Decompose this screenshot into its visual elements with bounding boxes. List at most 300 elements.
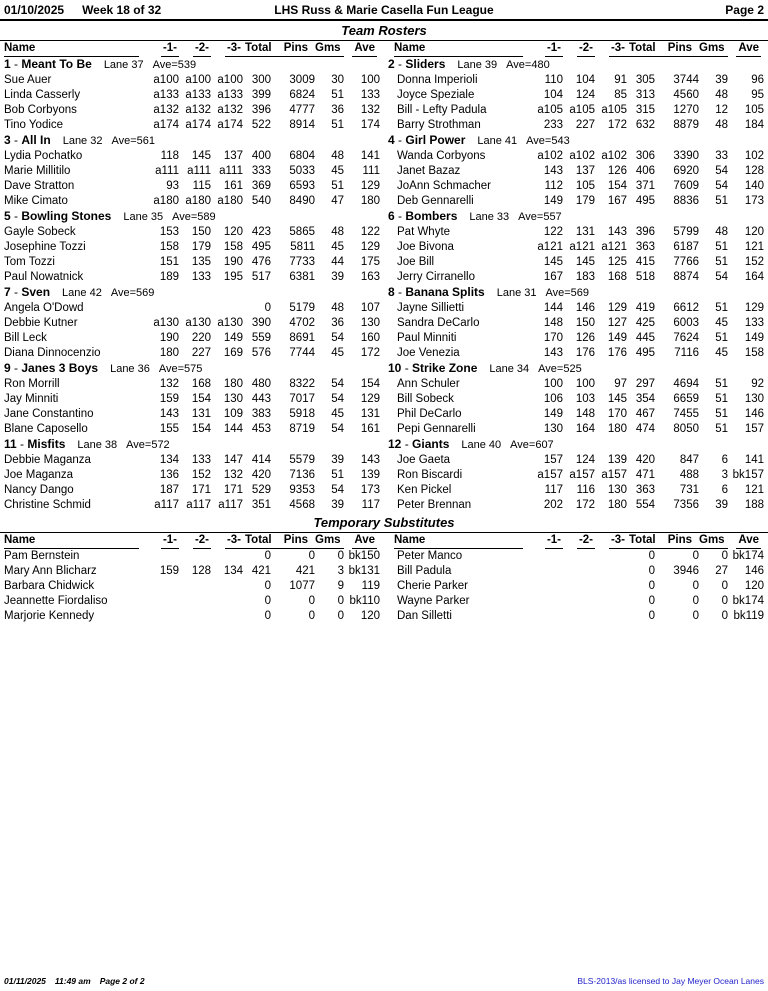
total-pins: 7116: [674, 347, 699, 359]
player-name: Jeannette Fiordaliso: [4, 595, 108, 607]
roster-columns: [0, 41, 768, 513]
game-3-score: 85: [614, 89, 627, 101]
player-name: Mary Ann Blicharz: [4, 565, 97, 577]
game-1-score: 151: [159, 256, 179, 268]
game-2-score: [179, 609, 211, 624]
footer-page-of: Page 2 of 2: [99, 976, 145, 986]
player-row: [4, 103, 380, 118]
game-1-score: a130: [153, 317, 179, 329]
series-total: 396: [251, 104, 271, 116]
game-1-score: 136: [159, 469, 179, 481]
team-name: Sven: [21, 285, 51, 299]
game-2-score: 104: [575, 74, 595, 86]
games-played: 51: [715, 241, 728, 253]
player-name: Marie Millitilo: [4, 165, 71, 177]
player-name: Phil DeCarlo: [397, 408, 462, 420]
series-total: 0: [264, 302, 271, 314]
games-played: 45: [331, 347, 344, 359]
game-1-score: a102: [537, 150, 563, 162]
series-total: 420: [251, 469, 271, 481]
game-2-score: 126: [575, 332, 595, 344]
team-separator: -: [10, 57, 22, 71]
total-pins: 8490: [289, 195, 315, 207]
game-3-score: [595, 549, 627, 564]
total-pins: 7136: [289, 469, 315, 481]
average: 102: [744, 150, 764, 162]
player-row: [4, 194, 380, 209]
team-header: [4, 133, 380, 149]
column-header-game1: -1-: [531, 41, 563, 57]
team-number: 7: [4, 285, 11, 299]
game-3-score: 149: [223, 332, 243, 344]
league-title: LHS Russ & Marie Casella Fun League: [274, 3, 494, 17]
game-2-score: a130: [185, 317, 211, 329]
game-3-score: a111: [219, 165, 243, 177]
player-name: Cherie Parker: [397, 580, 468, 592]
player-name: Joyce Speziale: [397, 89, 475, 101]
game-3-score: 147: [223, 454, 243, 466]
average: 163: [360, 271, 380, 283]
team-header: [388, 437, 764, 453]
games-played: 54: [715, 271, 728, 283]
game-3-score: 144: [223, 423, 243, 435]
roster-column-right: [384, 41, 768, 513]
game-1-score: 202: [543, 499, 563, 511]
total-pins: 0: [308, 595, 315, 607]
average: 160: [360, 332, 380, 344]
game-3-score: 97: [614, 378, 627, 390]
series-total: 419: [635, 302, 655, 314]
team-header: [388, 57, 764, 73]
game-3-score: [211, 594, 243, 609]
games-played: 0: [337, 550, 344, 562]
team-lane: Lane 42: [62, 287, 102, 299]
game-3-score: 127: [607, 317, 627, 329]
series-total: 383: [251, 408, 271, 420]
average: 130: [744, 393, 764, 405]
series-total: 559: [251, 332, 271, 344]
average: 105: [744, 104, 764, 116]
games-played: 0: [337, 610, 344, 622]
game-2-score: [563, 594, 595, 609]
game-3-score: [595, 594, 627, 609]
games-played: 48: [331, 226, 344, 238]
column-header-ave: Ave: [728, 41, 764, 57]
player-name: Debbie Kutner: [4, 317, 78, 329]
game-1-score: [147, 301, 179, 316]
player-name: Tino Yodice: [4, 119, 64, 131]
column-header-gms: Gms: [315, 41, 344, 57]
game-1-score: 233: [543, 119, 563, 131]
player-name: Barry Strothman: [397, 119, 481, 131]
column-header-total: Total: [627, 533, 655, 549]
game-1-score: 180: [159, 347, 179, 359]
game-3-score: [211, 609, 243, 624]
team-average: Ave=607: [510, 439, 554, 451]
team-header-row: [388, 133, 764, 149]
game-2-score: [563, 564, 595, 579]
average: 96: [751, 74, 764, 86]
game-1-score: [531, 549, 563, 564]
team-header-row: [4, 285, 380, 301]
team-average: Ave=561: [111, 135, 156, 147]
series-total: 453: [251, 423, 271, 435]
player-row: [4, 118, 380, 133]
player-name: Wanda Corbyons: [397, 150, 486, 162]
team-name: Janes 3 Boys: [21, 361, 99, 375]
total-pins: 1270: [673, 104, 699, 116]
games-played: 54: [715, 165, 728, 177]
game-2-score: 150: [575, 317, 595, 329]
games-played: 39: [331, 454, 344, 466]
game-2-score: 100: [575, 378, 595, 390]
average: 140: [744, 180, 764, 192]
series-total: 0: [648, 550, 655, 562]
games-played: 51: [331, 89, 344, 101]
game-2-score: 148: [575, 408, 595, 420]
player-name: Nancy Dango: [4, 484, 74, 496]
player-row: [4, 346, 380, 361]
game-1-score: 148: [543, 317, 563, 329]
games-played: 48: [331, 302, 344, 314]
team-separator: -: [10, 133, 22, 147]
player-row: [388, 453, 764, 468]
average: 152: [744, 256, 764, 268]
player-name: Pam Bernstein: [4, 550, 80, 562]
games-played: 51: [715, 332, 728, 344]
total-pins: 847: [679, 454, 699, 466]
games-played: 0: [721, 595, 728, 607]
roster-table-right: [388, 41, 764, 513]
column-header-game3: -3-: [595, 41, 627, 57]
game-3-score: [211, 549, 243, 564]
game-1-score: 134: [159, 454, 179, 466]
player-row: [388, 118, 764, 133]
games-played: 48: [715, 89, 728, 101]
column-header-ave: Ave: [344, 41, 380, 57]
roster-table-left: [4, 41, 380, 513]
player-name: Joe Venezia: [397, 347, 460, 359]
series-total: 554: [635, 499, 655, 511]
total-pins: 8914: [289, 119, 315, 131]
team-number: 1: [4, 57, 11, 71]
column-header-row: [388, 533, 764, 549]
column-header-game3: -3-: [595, 533, 627, 549]
player-name: Tom Tozzi: [4, 256, 55, 268]
game-1-score: 144: [543, 302, 563, 314]
games-played: 54: [331, 484, 344, 496]
total-pins: 5033: [289, 165, 315, 177]
game-1-score: 122: [543, 226, 563, 238]
series-total: 354: [635, 393, 655, 405]
total-pins: 7624: [673, 332, 699, 344]
team-name: Giants: [412, 437, 450, 451]
game-2-score: 154: [191, 423, 211, 435]
player-row: [4, 301, 380, 316]
series-total: 443: [251, 393, 271, 405]
team-separator: -: [10, 361, 22, 375]
games-played: 48: [715, 226, 728, 238]
column-header-row: [4, 41, 380, 57]
series-total: 363: [635, 241, 655, 253]
total-pins: 5865: [289, 226, 315, 238]
total-pins: 0: [692, 610, 699, 622]
game-1-score: [147, 579, 179, 594]
series-total: 297: [635, 378, 655, 390]
team-number: 10: [388, 361, 402, 375]
player-name: Paul Nowatnick: [4, 271, 84, 283]
series-total: 0: [264, 550, 271, 562]
column-header-game1: -1-: [531, 533, 563, 549]
total-pins: 6612: [673, 302, 699, 314]
games-played: 0: [721, 550, 728, 562]
average: 133: [744, 317, 764, 329]
games-played: 54: [715, 180, 728, 192]
team-name: Banana Splits: [405, 285, 485, 299]
total-pins: 7017: [289, 393, 315, 405]
series-total: 495: [251, 241, 271, 253]
game-2-score: 168: [191, 378, 211, 390]
game-1-score: a105: [537, 104, 563, 116]
total-pins: 0: [308, 550, 315, 562]
game-2-score: 154: [191, 393, 211, 405]
game-2-score: 105: [575, 180, 595, 192]
total-pins: 8050: [673, 423, 699, 435]
games-played: 54: [331, 393, 344, 405]
team-average: Ave=589: [172, 211, 216, 223]
player-name: JoAnn Schmacher: [397, 180, 491, 192]
game-1-score: 149: [543, 195, 563, 207]
column-header-ave: Ave: [728, 533, 764, 549]
game-3-score: 109: [223, 408, 243, 420]
game-1-score: 155: [159, 423, 179, 435]
series-total: 0: [648, 580, 655, 592]
player-name: Josephine Tozzi: [4, 241, 86, 253]
games-played: 44: [331, 256, 344, 268]
game-1-score: 132: [159, 378, 179, 390]
column-header-game3: -3-: [211, 41, 243, 57]
average: bk150: [348, 550, 380, 562]
series-total: 371: [635, 180, 655, 192]
column-header-name: Name: [4, 41, 147, 57]
header-left: [4, 3, 274, 17]
player-name: Pepi Gennarelli: [397, 423, 476, 435]
total-pins: 7766: [673, 256, 699, 268]
player-name: Ann Schuler: [397, 378, 460, 390]
game-2-score: 227: [575, 119, 595, 131]
total-pins: 0: [308, 610, 315, 622]
player-row: [388, 255, 764, 270]
game-1-score: 117: [544, 484, 563, 496]
footer-print-date: 01/11/2025: [4, 976, 46, 986]
games-played: 36: [331, 317, 344, 329]
team-lane: Lane 38: [77, 439, 118, 451]
games-played: 51: [715, 423, 728, 435]
games-played: 51: [331, 119, 344, 131]
average: 107: [360, 302, 380, 314]
substitutes-table-right: [388, 533, 764, 624]
games-played: 48: [715, 119, 728, 131]
games-played: 51: [715, 378, 728, 390]
game-1-score: 100: [543, 378, 563, 390]
game-1-score: a174: [153, 119, 179, 131]
player-row: [4, 579, 380, 594]
game-3-score: a174: [217, 119, 243, 131]
team-header-row: [388, 57, 764, 73]
player-name: Lydia Pochatko: [4, 150, 83, 162]
player-name: Pat Whyte: [397, 226, 451, 238]
substitutes-columns: [0, 533, 768, 624]
game-3-score: 176: [607, 347, 627, 359]
series-total: 425: [635, 317, 655, 329]
game-1-score: 170: [543, 332, 563, 344]
game-2-score: 116: [576, 484, 595, 496]
team-lane: Lane 36: [110, 363, 150, 375]
average: bk174: [732, 595, 764, 607]
series-total: 369: [251, 180, 271, 192]
average: 172: [360, 347, 380, 359]
game-1-score: 93: [166, 180, 179, 192]
average: 128: [744, 165, 764, 177]
player-name: Paul Minniti: [397, 332, 457, 344]
average: 121: [744, 484, 764, 496]
player-row: [388, 240, 764, 255]
player-row: [388, 270, 764, 285]
roster-table-left-header: [4, 41, 380, 57]
total-pins: 0: [692, 595, 699, 607]
player-row: [4, 468, 380, 483]
average: 131: [360, 408, 380, 420]
game-1-score: 143: [543, 165, 563, 177]
player-name: Peter Brennan: [397, 499, 472, 511]
games-played: 54: [331, 423, 344, 435]
total-pins: 8719: [289, 423, 315, 435]
player-name: Peter Manco: [397, 550, 463, 562]
total-pins: 3744: [673, 74, 699, 86]
player-name: Janet Bazaz: [397, 165, 461, 177]
series-total: 0: [648, 565, 655, 577]
game-1-score: [147, 609, 179, 624]
series-total: 415: [635, 256, 655, 268]
average: bk119: [733, 610, 764, 622]
player-name: Ron Biscardi: [397, 469, 463, 481]
team-average: Ave=557: [518, 211, 562, 223]
series-total: 315: [635, 104, 655, 116]
player-name: Dave Stratton: [4, 180, 75, 192]
game-3-score: 167: [607, 195, 627, 207]
average: 130: [360, 317, 380, 329]
series-total: 529: [251, 484, 271, 496]
series-total: 467: [635, 408, 655, 420]
game-2-score: 179: [191, 241, 211, 253]
game-3-score: 154: [607, 180, 627, 192]
player-row: [388, 301, 764, 316]
game-2-score: 179: [575, 195, 595, 207]
games-played: 0: [721, 580, 728, 592]
total-pins: 6381: [289, 271, 315, 283]
player-name: Joe Bill: [397, 256, 435, 268]
total-pins: 8836: [673, 195, 699, 207]
series-total: 313: [635, 89, 655, 101]
total-pins: 6804: [289, 150, 315, 162]
games-played: 30: [331, 74, 344, 86]
player-row: [388, 331, 764, 346]
series-total: 522: [251, 119, 271, 131]
team-average: Ave=575: [158, 363, 203, 375]
game-2-score: 133: [191, 271, 211, 283]
total-pins: 6824: [289, 89, 315, 101]
player-row: [4, 255, 380, 270]
player-row: [388, 149, 764, 164]
report-date: 01/10/2025: [4, 3, 65, 17]
player-name: Deb Gennarelli: [397, 195, 474, 207]
total-pins: 7733: [289, 256, 315, 268]
player-name: Sandra DeCarlo: [397, 317, 480, 329]
game-3-score: 134: [223, 565, 243, 577]
team-name: Bombers: [405, 209, 458, 223]
game-2-score: 131: [575, 226, 595, 238]
player-name: Donna Imperioli: [397, 74, 478, 86]
team-separator: -: [394, 57, 406, 71]
average: 146: [744, 408, 764, 420]
column-header-pins: Pins: [271, 533, 315, 549]
team-name: Sliders: [405, 57, 446, 71]
column-header-gms: Gms: [699, 533, 728, 549]
team-number: 4: [388, 133, 395, 147]
game-1-score: 143: [543, 347, 563, 359]
series-total: 300: [251, 74, 271, 86]
team-name: Misfits: [27, 437, 66, 451]
game-3-score: a100: [217, 74, 243, 86]
series-total: 576: [251, 347, 271, 359]
team-lane: Lane 35: [123, 211, 164, 223]
game-2-score: a180: [185, 195, 211, 207]
series-total: 406: [635, 165, 655, 177]
player-row: [388, 194, 764, 209]
column-header-pins: Pins: [655, 533, 699, 549]
game-2-score: 164: [575, 423, 595, 435]
game-3-score: 137: [223, 150, 243, 162]
game-3-score: 158: [223, 241, 243, 253]
total-pins: 488: [679, 469, 699, 481]
average: 149: [744, 332, 764, 344]
player-row: [4, 498, 380, 513]
average: 111: [362, 165, 380, 177]
series-total: 305: [635, 74, 655, 86]
team-number: 11: [4, 437, 17, 451]
average: 132: [360, 104, 380, 116]
team-number: 8: [388, 285, 395, 299]
game-3-score: 168: [607, 271, 627, 283]
column-header-game2: -2-: [563, 41, 595, 57]
game-3-score: a130: [217, 317, 243, 329]
player-row: [388, 564, 764, 579]
team-number: 2: [388, 57, 395, 71]
games-played: 36: [331, 104, 344, 116]
series-total: 423: [251, 226, 271, 238]
team-header-row: [388, 285, 764, 301]
game-1-score: 145: [543, 256, 563, 268]
total-pins: 8691: [289, 332, 315, 344]
games-played: 45: [715, 347, 728, 359]
total-pins: 7609: [673, 180, 699, 192]
average: 164: [744, 271, 764, 283]
game-1-score: [147, 594, 179, 609]
game-2-score: a105: [569, 104, 595, 116]
game-2-score: a174: [185, 119, 211, 131]
player-row: [388, 549, 764, 564]
player-row: [388, 103, 764, 118]
